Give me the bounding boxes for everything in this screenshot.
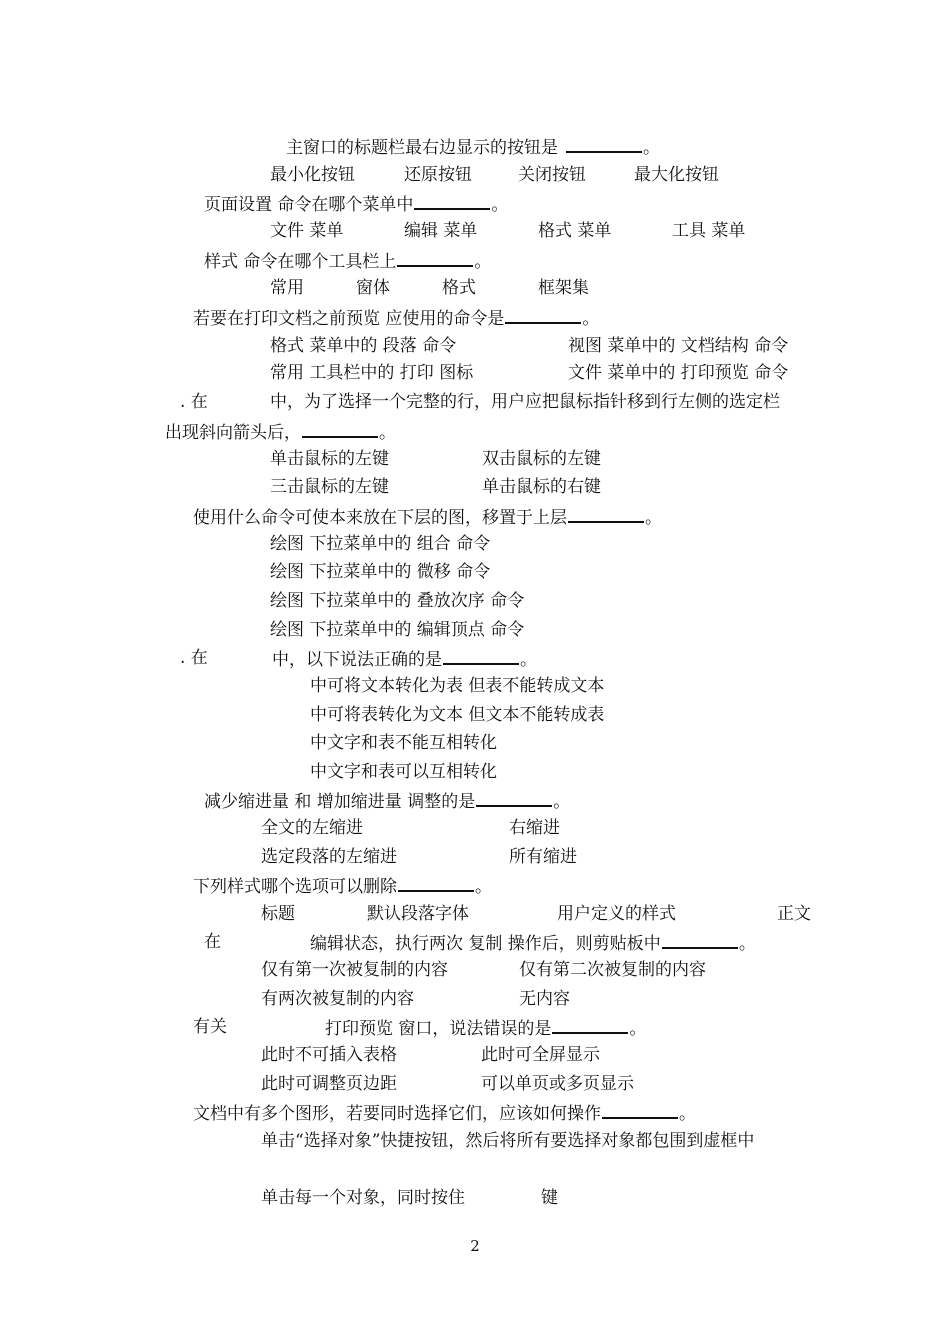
question-3-options xyxy=(270,277,589,299)
question-12-option: 单击每一个对象，同时按住 键 xyxy=(261,1188,558,1208)
option: 常用 xyxy=(270,278,304,298)
answer-blank xyxy=(476,789,552,807)
answer-blank xyxy=(414,192,490,210)
question-12-option: 单击“选择对象”快捷按钮，然后将所有要选择对象都包围到虚框中 xyxy=(261,1131,755,1151)
option: 双击鼠标的左键 xyxy=(482,449,601,469)
option: 三击鼠标的左键 xyxy=(270,477,389,497)
question-11-options-row2 xyxy=(261,1073,634,1095)
option: 单击鼠标的右键 xyxy=(482,477,601,497)
option: 有两次被复制的内容 xyxy=(261,989,414,1009)
option: 此时不可插入表格 xyxy=(261,1045,397,1065)
question-5-stem-cont: 出现斜向箭头后， 。 xyxy=(165,420,396,442)
question-6-stem: 使用什么命令可使本来放在下层的图，移置于上层 。 xyxy=(193,505,662,527)
answer-blank xyxy=(602,1101,678,1119)
answer-blank xyxy=(568,505,644,523)
answer-blank xyxy=(552,1016,628,1034)
option: 此时可调整页边距 xyxy=(261,1074,397,1094)
option: 格式 xyxy=(442,278,476,298)
option: 还原按钮 xyxy=(404,165,472,185)
question-4-options-row2 xyxy=(270,362,789,384)
question-8-options-row1 xyxy=(261,817,560,839)
question-9-stem: 下列样式哪个选项可以删除 。 xyxy=(193,874,492,896)
answer-blank xyxy=(566,135,642,153)
question-7-option: 中文字和表可以互相转化 xyxy=(310,762,497,782)
option: 最小化按钮 xyxy=(270,165,355,185)
option: 文件 菜单中的 打印预览 命令 xyxy=(568,363,789,383)
question-11-options-row1 xyxy=(261,1044,600,1066)
question-2-stem: 页面设置 命令在哪个菜单中 。 xyxy=(204,192,508,214)
option: 工具 菜单 xyxy=(672,221,746,241)
question-3-stem: 样式 命令在哪个工具栏上 。 xyxy=(204,249,491,271)
question-10-options-row1 xyxy=(261,959,706,981)
option: 此时可全屏显示 xyxy=(481,1045,600,1065)
option: 所有缩进 xyxy=(509,847,577,867)
question-7-stem: . 在 中，以下说法正确的是 。 xyxy=(180,648,537,670)
question-2-options xyxy=(270,220,746,242)
question-7-option: 中可将表转化为文本 但文本不能转成表 xyxy=(310,705,605,725)
option: 最大化按钮 xyxy=(634,165,719,185)
option: 关闭按钮 xyxy=(518,165,586,185)
question-6-option: 绘图 下拉菜单中的 编辑顶点 命令 xyxy=(270,620,525,640)
question-10-stem: 在 编辑状态，执行两次 复制 操作后，则剪贴板中 。 xyxy=(204,932,756,954)
answer-blank xyxy=(302,420,378,438)
question-1-stem: 主窗口的标题栏最右边显示的按钮是 。 xyxy=(286,135,660,157)
question-8-options-row2 xyxy=(261,846,577,868)
answer-blank xyxy=(443,647,519,665)
question-1-options xyxy=(270,164,719,186)
answer-blank xyxy=(398,874,474,892)
option: 可以单页或多页显示 xyxy=(481,1074,634,1094)
option: 仅有第一次被复制的内容 xyxy=(261,960,448,980)
answer-blank xyxy=(397,249,473,267)
question-7-option: 中文字和表不能互相转化 xyxy=(310,733,497,753)
option: 选定段落的左缩进 xyxy=(261,847,397,867)
page-number: 2 xyxy=(470,1237,480,1255)
option: 框架集 xyxy=(538,278,589,298)
question-6-option: 绘图 下拉菜单中的 组合 命令 xyxy=(270,534,491,554)
option: 默认段落字体 xyxy=(367,904,469,924)
option: 右缩进 xyxy=(509,818,560,838)
answer-blank xyxy=(662,931,738,949)
question-6-option: 绘图 下拉菜单中的 叠放次序 命令 xyxy=(270,591,525,611)
option: 编辑 菜单 xyxy=(404,221,478,241)
question-10-options-row2 xyxy=(261,988,570,1010)
question-11-stem: 有关 打印预览 窗口，说法错误的是 。 xyxy=(193,1017,647,1039)
question-8-stem: 减少缩进量 和 增加缩进量 调整的是 。 xyxy=(204,789,570,811)
question-6-option: 绘图 下拉菜单中的 微移 命令 xyxy=(270,562,491,582)
question-7-option: 中可将文本转化为表 但表不能转成文本 xyxy=(310,676,605,696)
question-5-options-row2 xyxy=(270,476,601,498)
question-5-options-row1 xyxy=(270,448,601,470)
option: 无内容 xyxy=(519,989,570,1009)
option: 用户定义的样式 xyxy=(557,904,676,924)
answer-blank xyxy=(505,306,581,324)
question-9-options xyxy=(261,903,811,925)
option: 窗体 xyxy=(356,278,390,298)
question-5-stem: . 在 中，为了选择一个完整的行，用户应把鼠标指针移到行左侧的选定栏 xyxy=(180,392,780,412)
option: 格式 菜单中的 段落 命令 xyxy=(270,336,457,356)
option: 常用 工具栏中的 打印 图标 xyxy=(270,363,474,383)
question-4-options-row1 xyxy=(270,335,789,357)
option: 文件 菜单 xyxy=(270,221,344,241)
option: 正文 xyxy=(777,904,811,924)
option: 标题 xyxy=(261,904,295,924)
option: 全文的左缩进 xyxy=(261,818,363,838)
option: 视图 菜单中的 文档结构 命令 xyxy=(568,336,789,356)
option: 格式 菜单 xyxy=(538,221,612,241)
question-4-stem: 若要在打印文档之前预览 应使用的命令是 。 xyxy=(193,306,599,328)
option: 单击鼠标的左键 xyxy=(270,449,389,469)
question-12-stem: 文档中有多个图形，若要同时选择它们，应该如何操作 。 xyxy=(193,1101,696,1123)
option: 仅有第二次被复制的内容 xyxy=(519,960,706,980)
